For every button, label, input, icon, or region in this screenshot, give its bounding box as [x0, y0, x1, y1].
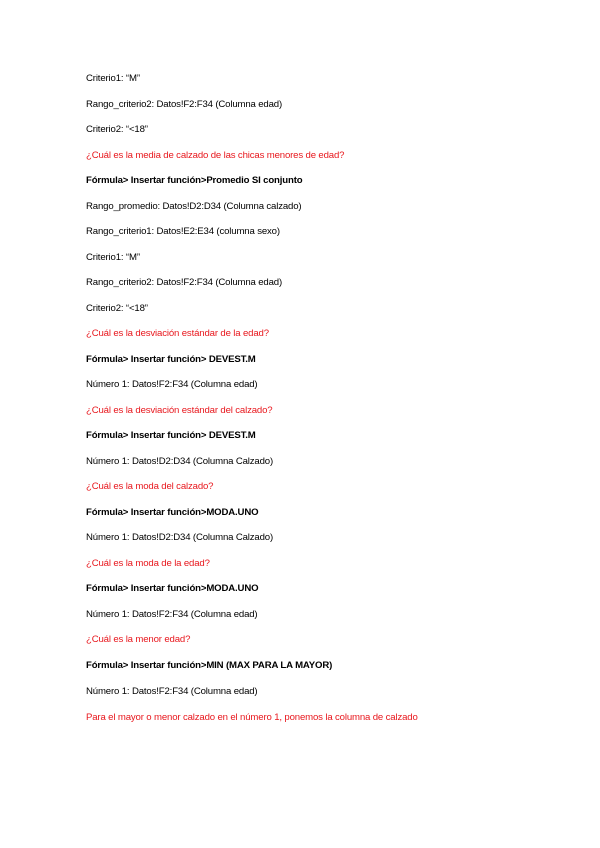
formula-line: Fórmula> Insertar función>MIN (MAX PARA LA MAYOR) — [86, 660, 333, 671]
formula-line: Fórmula> Insertar función>MODA.UNO — [86, 583, 259, 594]
text-line: Rango_promedio: Datos!D2:D34 (Columna calzado) — [86, 201, 302, 212]
text-line: Número 1: Datos!F2:F34 (Columna edad) — [86, 686, 258, 697]
text-line: Rango_criterio2: Datos!F2:F34 (Columna edad) — [86, 277, 283, 288]
text-line: Número 1: Datos!D2:D34 (Columna Calzado) — [86, 456, 274, 467]
text-line: Criterio2: “<18” — [86, 303, 148, 314]
question-line: ¿Cuál es la menor edad? — [86, 634, 191, 645]
formula-line: Fórmula> Insertar función>MODA.UNO — [86, 507, 259, 518]
question-line: ¿Cuál es la moda del calzado? — [86, 481, 214, 492]
text-line: Número 1: Datos!F2:F34 (Columna edad) — [86, 379, 258, 390]
question-line: ¿Cuál es la desviación estándar del calzado? — [86, 405, 273, 416]
text-line: Número 1: Datos!D2:D34 (Columna Calzado) — [86, 532, 274, 543]
text-line: Criterio2: “<18” — [86, 124, 148, 135]
note-line: Para el mayor o menor calzado en el número 1, ponemos la columna de calzado — [86, 712, 418, 723]
text-line: Criterio1: “M” — [86, 73, 140, 84]
question-line: ¿Cuál es la media de calzado de las chicas menores de edad? — [86, 150, 345, 161]
question-line: ¿Cuál es la moda de la edad? — [86, 558, 210, 569]
text-line: Número 1: Datos!F2:F34 (Columna edad) — [86, 609, 258, 620]
formula-line: Fórmula> Insertar función>Promedio SI conjunto — [86, 175, 303, 186]
formula-line: Fórmula> Insertar función> DEVEST.M — [86, 354, 256, 365]
text-line: Criterio1: “M” — [86, 252, 140, 263]
formula-line: Fórmula> Insertar función> DEVEST.M — [86, 430, 256, 441]
question-line: ¿Cuál es la desviación estándar de la edad? — [86, 328, 269, 339]
text-line: Rango_criterio1: Datos!E2:E34 (columna sexo) — [86, 226, 280, 237]
text-line: Rango_criterio2: Datos!F2:F34 (Columna edad) — [86, 99, 283, 110]
